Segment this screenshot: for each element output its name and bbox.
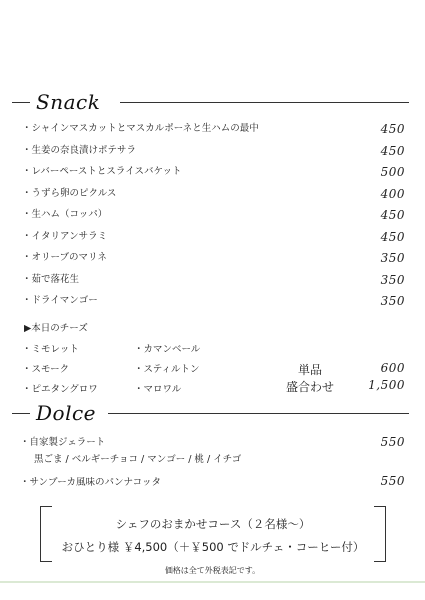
dolce-item-name: ・自家製ジェラート xyxy=(20,437,106,448)
header-dash xyxy=(12,102,30,103)
menu-item xyxy=(22,164,405,180)
menu-item xyxy=(22,229,405,245)
frame-corner xyxy=(40,561,52,562)
assort-price: 1,500 xyxy=(368,378,405,392)
header-rule xyxy=(108,413,409,414)
frame-corner xyxy=(374,561,386,562)
item-name: ・ドライマンゴー xyxy=(22,295,98,306)
menu-item xyxy=(22,293,405,309)
item-price: 500 xyxy=(380,165,405,179)
cheese-item: ・ピエタングロワ xyxy=(22,384,98,395)
cheese-item: ・ミモレット xyxy=(22,344,79,355)
cheese-item: ・カマンベール xyxy=(134,344,201,355)
single-price: 600 xyxy=(380,361,405,375)
menu-item xyxy=(22,272,405,288)
course-line-2: おひとり様 ￥4,500（＋￥500 でドルチェ・コーヒー付） xyxy=(61,540,365,554)
header-dash xyxy=(12,413,30,414)
item-name: ・生ハム（コッパ） xyxy=(22,209,108,220)
assort-label: 盛合わせ xyxy=(286,380,335,394)
item-name: ・レバーペーストとスライスバケット xyxy=(22,166,182,177)
item-name: ・茹で落花生 xyxy=(22,274,80,285)
item-price: 450 xyxy=(380,122,405,136)
item-price: 450 xyxy=(380,144,405,158)
item-name: ・うずら卵のピクルス xyxy=(22,188,117,199)
course-line-1: シェフのおまかせコース（２名様～） xyxy=(115,517,311,531)
frame-corner xyxy=(40,506,52,507)
item-price: 350 xyxy=(380,294,405,308)
item-price: 400 xyxy=(380,187,405,201)
footer-note: 価格は全て外税表記です。 xyxy=(164,566,261,575)
cheese-heading: ▶本日のチーズ xyxy=(24,323,88,334)
dolce-title: Dolce xyxy=(36,401,97,425)
item-name: ・生姜の奈良漬けポテサラ xyxy=(22,145,137,156)
item-name: ・イタリアンサラミ xyxy=(22,231,108,242)
menu-item xyxy=(22,250,405,266)
menu-item xyxy=(22,207,405,223)
frame-corner xyxy=(374,506,386,507)
item-name: ・シャインマスカットとマスカルポーネと生ハムの最中 xyxy=(22,123,259,134)
cheese-item: ・スティルトン xyxy=(134,364,200,375)
dolce-item-price: 550 xyxy=(380,474,405,488)
item-price: 450 xyxy=(380,230,405,244)
menu-item xyxy=(22,121,405,137)
header-rule xyxy=(120,102,409,103)
cheese-item: ・スモーク xyxy=(22,364,70,375)
dolce-item-name: ・サンブーカ風味のパンナコッタ xyxy=(20,477,161,488)
dolce-section-header xyxy=(12,401,409,425)
item-name: ・オリーブのマリネ xyxy=(22,252,107,263)
menu-item xyxy=(22,143,405,159)
snack-section-header xyxy=(12,90,409,114)
dolce-item-price: 550 xyxy=(380,435,405,449)
snack-title: Snack xyxy=(36,90,101,114)
cheese-item: ・マロワル xyxy=(134,384,182,395)
dolce-item-flavors: 黒ごま / ベルギーチョコ / マンゴー / 桃 / イチゴ xyxy=(34,454,242,465)
item-price: 350 xyxy=(380,273,405,287)
menu-item xyxy=(22,186,405,202)
bottom-band xyxy=(0,581,425,583)
item-price: 350 xyxy=(380,251,405,265)
single-label: 単品 xyxy=(298,363,323,377)
item-price: 450 xyxy=(380,208,405,222)
